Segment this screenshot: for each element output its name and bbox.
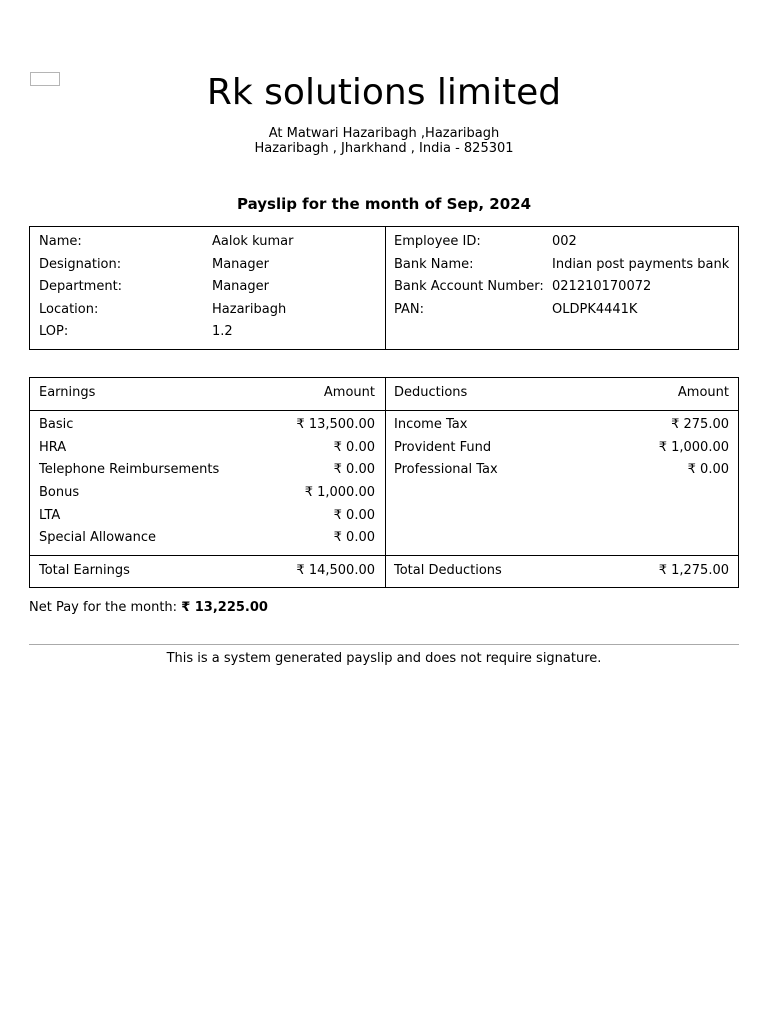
earning-amount: ₹ 0.00 (333, 462, 375, 478)
detail-row-department (39, 278, 379, 301)
detail-value: 002 (552, 234, 577, 249)
deduction-amount: ₹ 1,000.00 (658, 439, 729, 455)
employee-details-left (39, 233, 379, 346)
detail-label: Designation: (39, 256, 122, 272)
detail-row-name (39, 233, 379, 256)
earning-row (39, 461, 375, 484)
earning-label: Telephone Reimbursements (39, 462, 220, 478)
deductions-header-label: Deductions (394, 385, 468, 400)
detail-value: Hazaribagh (212, 301, 287, 317)
detail-value: Manager (212, 256, 269, 272)
detail-value: OLDPK4441K (552, 301, 638, 317)
total-deductions-label: Total Deductions (394, 563, 502, 578)
earnings-list (39, 416, 375, 552)
detail-row-bank-name (394, 256, 734, 279)
detail-label: Department: (39, 279, 123, 295)
detail-value: Aalok kumar (212, 234, 294, 249)
deductions-list (394, 416, 729, 484)
earning-amount: ₹ 0.00 (333, 507, 375, 523)
net-pay-label: Net Pay for the month: (29, 600, 182, 615)
deduction-row (394, 461, 729, 484)
detail-label: Location: (39, 301, 99, 317)
employee-details-table (29, 226, 739, 350)
detail-row-location (39, 301, 379, 324)
earning-row (39, 529, 375, 552)
company-address (0, 126, 768, 156)
earning-row (39, 484, 375, 507)
detail-value: Manager (212, 279, 269, 295)
detail-row-bank-account (394, 278, 734, 301)
deduction-label: Provident Fund (394, 439, 492, 455)
address-line-1: At Matwari Hazaribagh ,Hazaribagh (268, 126, 500, 141)
detail-label: Bank Account Number: (394, 279, 544, 295)
earning-label: LTA (39, 507, 61, 523)
earning-label: HRA (39, 439, 67, 455)
total-deductions-amount: ₹ 1,275.00 (658, 563, 729, 578)
detail-label: LOP: (39, 324, 69, 340)
earning-row (39, 507, 375, 530)
total-earnings-label: Total Earnings (39, 563, 130, 578)
header-divider (30, 410, 738, 411)
address-line-2: Hazaribagh , Jharkhand , India - 825301 (254, 141, 514, 156)
detail-label: Employee ID: (394, 234, 481, 249)
earnings-deductions-table (29, 377, 739, 588)
detail-row-lop (39, 323, 379, 346)
deduction-amount: ₹ 0.00 (687, 462, 729, 478)
detail-value: Indian post payments bank (552, 256, 730, 272)
earning-amount: ₹ 13,500.00 (296, 417, 375, 432)
deduction-row (394, 439, 729, 462)
earnings-header-label: Earnings (39, 385, 96, 400)
deduction-label: Professional Tax (394, 462, 498, 478)
earning-label: Bonus (39, 485, 80, 501)
deduction-amount: ₹ 275.00 (671, 417, 729, 432)
earning-amount: ₹ 1,000.00 (304, 485, 375, 501)
detail-label: PAN: (394, 301, 425, 317)
total-earnings-amount: ₹ 14,500.00 (296, 563, 375, 578)
footer-divider (29, 644, 739, 645)
earning-amount: ₹ 0.00 (333, 530, 375, 546)
detail-value: 021210170072 (552, 279, 652, 295)
deduction-row (394, 416, 729, 439)
column-divider (385, 227, 386, 349)
earning-label: Basic (39, 417, 74, 432)
company-name: Rk solutions limited (206, 72, 562, 113)
detail-label: Bank Name: (394, 256, 474, 272)
deductions-amount-header: Amount (677, 385, 729, 400)
deduction-label: Income Tax (394, 417, 468, 432)
earning-row (39, 439, 375, 462)
footer-note: This is a system generated payslip and does not require signature. (166, 651, 602, 666)
total-divider (30, 555, 738, 556)
detail-row-designation (39, 256, 379, 279)
detail-value: 1.2 (212, 324, 233, 340)
earning-label: Special Allowance (39, 530, 157, 546)
detail-row-employee-id (394, 233, 734, 256)
detail-label: Name: (39, 234, 82, 249)
detail-row-pan (394, 301, 734, 324)
employee-details-right (394, 233, 734, 323)
earnings-amount-header: Amount (323, 385, 375, 400)
net-pay (29, 599, 268, 617)
earning-amount: ₹ 0.00 (333, 439, 375, 455)
payslip-title: Payslip for the month of Sep, 2024 (236, 195, 532, 213)
net-pay-amount: ₹ 13,225.00 (181, 600, 268, 615)
earning-row (39, 416, 375, 439)
